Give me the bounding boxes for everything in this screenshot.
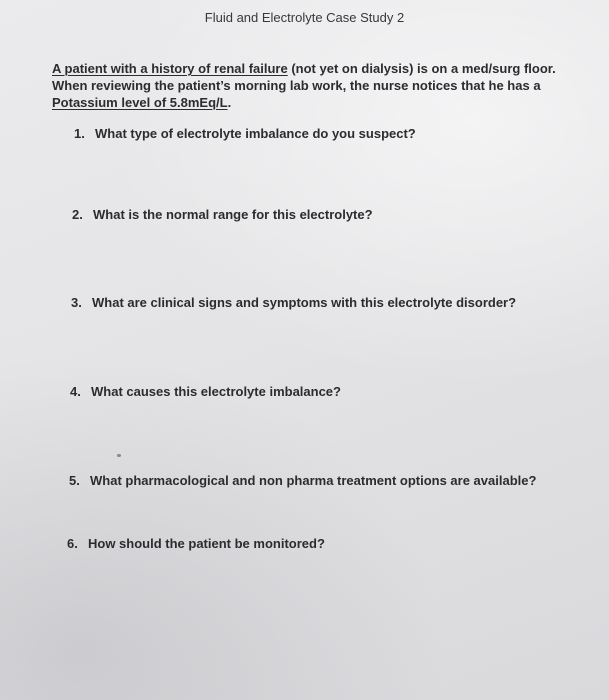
question-4 xyxy=(70,384,341,399)
intro-line-3 xyxy=(52,94,592,111)
document-title: Fluid and Electrolyte Case Study 2 xyxy=(204,10,405,25)
question-6-number: 6. xyxy=(67,536,78,551)
stray-pen-mark xyxy=(117,454,121,457)
question-6-text: How should the patient be monitored? xyxy=(88,536,325,551)
potassium-level-underlined: Potassium level of 5.8mEq/L xyxy=(52,95,228,110)
question-5 xyxy=(69,473,536,488)
case-intro-paragraph xyxy=(52,60,592,111)
question-4-text: What causes this electrolyte imbalance? xyxy=(91,384,341,399)
question-1 xyxy=(74,126,416,141)
question-3-text: What are clinical signs and symptoms with this electrolyte disorder? xyxy=(92,295,517,310)
intro-line-1 xyxy=(52,60,592,77)
question-2 xyxy=(72,207,373,222)
intro-line-3-rest: . xyxy=(227,95,232,110)
question-5-text: What pharmacological and non pharma treatment options are available? xyxy=(90,473,537,488)
question-5-number: 5. xyxy=(69,473,80,488)
question-1-text: What type of electrolyte imbalance do you suspect? xyxy=(95,126,416,141)
question-3 xyxy=(71,295,516,310)
intro-line-1-rest: (not yet on dialysis) is on a med/surg floor. xyxy=(287,61,556,76)
intro-line-2: When reviewing the patient’s morning lab work, the nurse notices that he has a xyxy=(52,78,541,93)
question-2-text: What is the normal range for this electrolyte? xyxy=(93,207,373,222)
renal-failure-history-underlined: A patient with a history of renal failure xyxy=(52,61,288,76)
question-3-number: 3. xyxy=(71,295,82,310)
question-2-number: 2. xyxy=(72,207,83,222)
question-4-number: 4. xyxy=(70,384,81,399)
question-1-number: 1. xyxy=(74,126,85,141)
question-6 xyxy=(67,536,325,551)
